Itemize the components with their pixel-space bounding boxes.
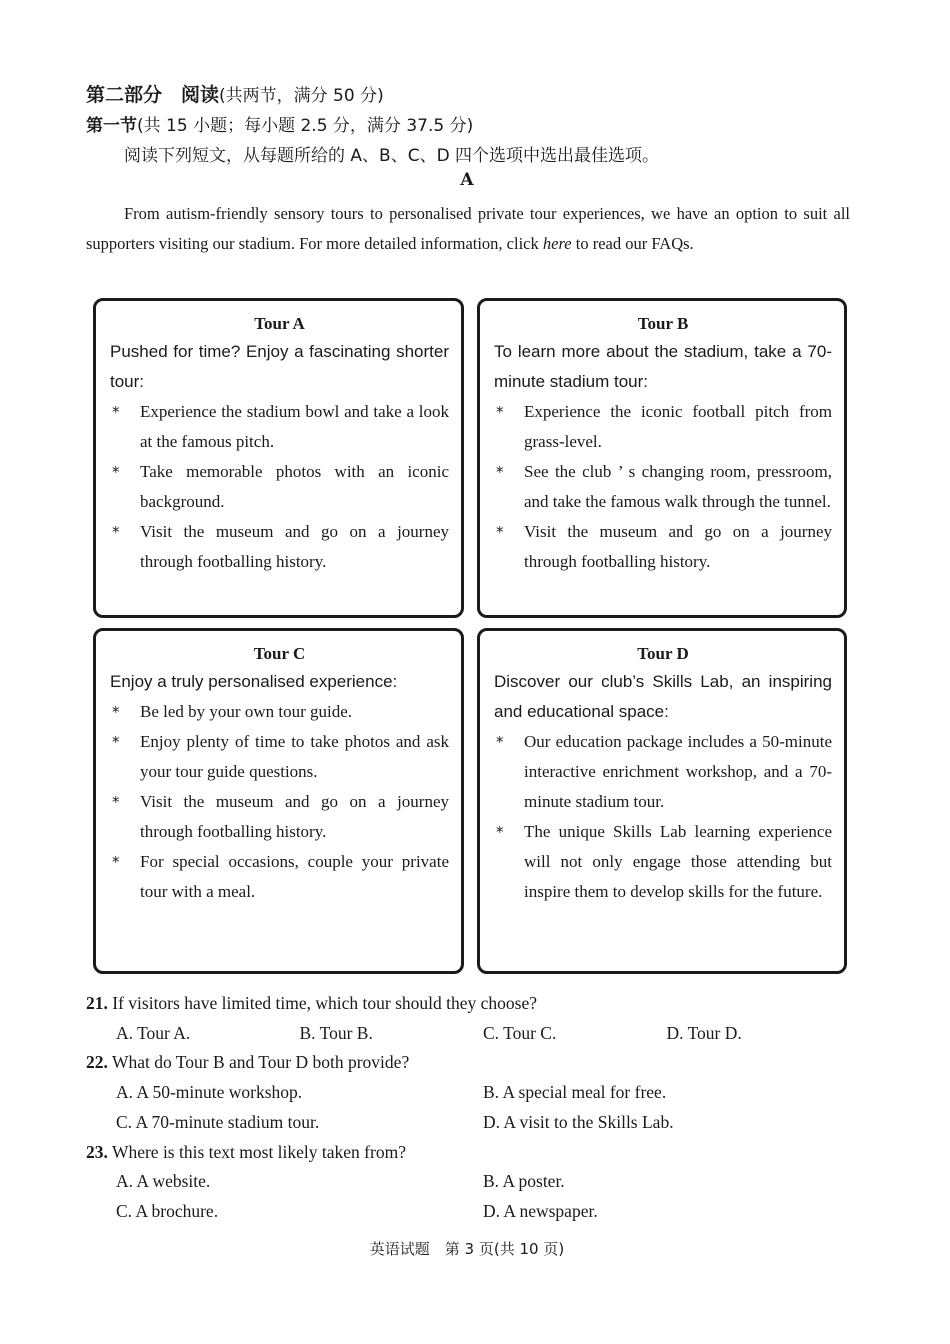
passage-letter: A (460, 170, 474, 190)
option-d[interactable]: D. Tour D. (666, 1022, 742, 1043)
tour-d-lead: Discover our club’s Skills Lab, an inspiring and educational space: (494, 672, 832, 721)
tour-a-box (93, 298, 464, 618)
bullet-star: * (112, 853, 120, 871)
bullet-text: See the club ’ s changing room, pressroom, and take the famous walk through the tunnel. (524, 462, 832, 511)
tour-a-bullets (110, 397, 449, 577)
tour-a-title: Tour A (254, 314, 305, 333)
option-a[interactable]: A. A 50-minute workshop. (116, 1082, 303, 1103)
bullet-text: The unique Skills Lab learning experience will not only engage those attending but inspire them to develop skills for the future. (524, 822, 832, 901)
bullet-text: Be led by your own tour guide. (140, 702, 352, 721)
option-d[interactable]: D. A visit to the Skills Lab. (483, 1111, 674, 1132)
question-21-options (86, 1019, 850, 1049)
option-b[interactable]: B. Tour B. (299, 1022, 373, 1043)
section-title (86, 80, 384, 107)
question-21 (86, 989, 850, 1019)
list-item (494, 397, 832, 457)
tour-c-title: Tour C (253, 644, 306, 663)
list-item (494, 727, 832, 817)
question-stem: Where is this text most likely taken from? (111, 1141, 406, 1162)
part-note: (共 15 小题；每小题 2.5 分，满分 37.5 分) (137, 116, 474, 136)
tour-c-box (93, 628, 464, 974)
bullet-text: Visit the museum and go on a journey through footballing history. (140, 792, 449, 841)
questions-section (86, 989, 850, 1227)
option-a[interactable]: A. A website. (116, 1171, 211, 1192)
bullet-star: * (112, 523, 120, 541)
question-number: 22. (86, 1052, 108, 1073)
intro-text-before: From autism-friendly sensory tours to personalised private tour experiences, we have an option to suit all supporters visiting our stadium. For more detailed information, click (86, 204, 850, 253)
bullet-star: * (496, 823, 504, 841)
bullet-star: * (112, 703, 120, 721)
question-22-options-row2 (86, 1108, 850, 1138)
tour-b-lead: To learn more about the stadium, take a 70-minute stadium tour: (494, 342, 832, 391)
question-22 (86, 1048, 850, 1078)
bullet-text: Visit the museum and go on a journey through footballing history. (524, 522, 832, 571)
tour-d-title: Tour D (637, 644, 689, 663)
bullet-star: * (112, 403, 120, 421)
option-c[interactable]: C. Tour C. (483, 1022, 557, 1043)
bullet-text: For special occasions, couple your private tour with a meal. (140, 852, 449, 901)
list-item (110, 847, 449, 907)
faq-link[interactable]: here (542, 233, 572, 253)
bullet-star: * (112, 733, 120, 751)
intro-text-after: to read our FAQs. (571, 233, 694, 253)
tour-b-box (477, 298, 847, 618)
tour-b-bullets (494, 397, 832, 577)
list-item (110, 517, 449, 577)
bullet-star: * (112, 793, 120, 811)
tour-d-box (477, 628, 847, 974)
bullet-text: Our education package includes a 50-minute interactive enrichment workshop, and a 70-minute stadium tour. (524, 732, 832, 811)
question-23-options-row1 (86, 1167, 850, 1197)
question-number: 23. (86, 1141, 108, 1162)
list-item (494, 517, 832, 577)
option-c[interactable]: C. A brochure. (116, 1200, 219, 1221)
option-d[interactable]: D. A newspaper. (483, 1200, 598, 1221)
question-stem: If visitors have limited time, which tour should they choose? (112, 993, 538, 1013)
tour-d-bullets (494, 727, 832, 907)
option-b[interactable]: B. A special meal for free. (483, 1082, 667, 1103)
list-item (494, 817, 832, 907)
bullet-star: * (496, 463, 504, 481)
list-item (110, 727, 449, 787)
part-title (86, 111, 473, 136)
list-item (494, 457, 832, 517)
bullet-text: Visit the museum and go on a journey through footballing history. (140, 522, 449, 571)
question-23 (86, 1138, 850, 1168)
option-b[interactable]: B. A poster. (483, 1171, 565, 1192)
passage-intro (86, 199, 850, 258)
bullet-star: * (112, 463, 120, 481)
question-stem: What do Tour B and Tour D both provide? (111, 1052, 410, 1073)
question-22-options-row1 (86, 1078, 850, 1108)
bullet-star: * (496, 523, 504, 541)
bullet-text: Experience the stadium bowl and take a look at the famous pitch. (140, 402, 449, 451)
tour-b-title: Tour B (637, 314, 689, 333)
list-item (110, 457, 449, 517)
list-item (110, 787, 449, 847)
bullet-star: * (496, 403, 504, 421)
tour-a-lead: Pushed for time? Enjoy a fascinating shorter tour: (110, 342, 449, 391)
tour-c-lead: Enjoy a truly personalised experience: (110, 672, 398, 691)
tour-c-bullets (110, 697, 449, 907)
bullet-text: Take memorable photos with an iconic background. (140, 462, 449, 511)
page-footer: 英语试题 第 3 页(共 10 页) (369, 1240, 565, 1258)
bullet-star: * (496, 733, 504, 751)
section-title-text: 第二部分 阅读 (86, 84, 220, 106)
option-a[interactable]: A. Tour A. (116, 1022, 191, 1043)
instruction-text: 阅读下列短文，从每题所给的 A、B、C、D 四个选项中选出最佳选项。 (124, 146, 660, 166)
question-number: 21. (86, 993, 108, 1013)
bullet-text: Enjoy plenty of time to take photos and ask your tour guide questions. (140, 732, 449, 781)
option-c[interactable]: C. A 70-minute stadium tour. (116, 1111, 320, 1132)
list-item (110, 397, 449, 457)
question-23-options-row2 (86, 1197, 850, 1227)
part-label: 第一节 (86, 116, 137, 136)
list-item (110, 697, 449, 727)
section-title-note: (共两节，满分 50 分) (219, 86, 384, 106)
bullet-text: Experience the iconic football pitch from grass-level. (524, 402, 832, 451)
